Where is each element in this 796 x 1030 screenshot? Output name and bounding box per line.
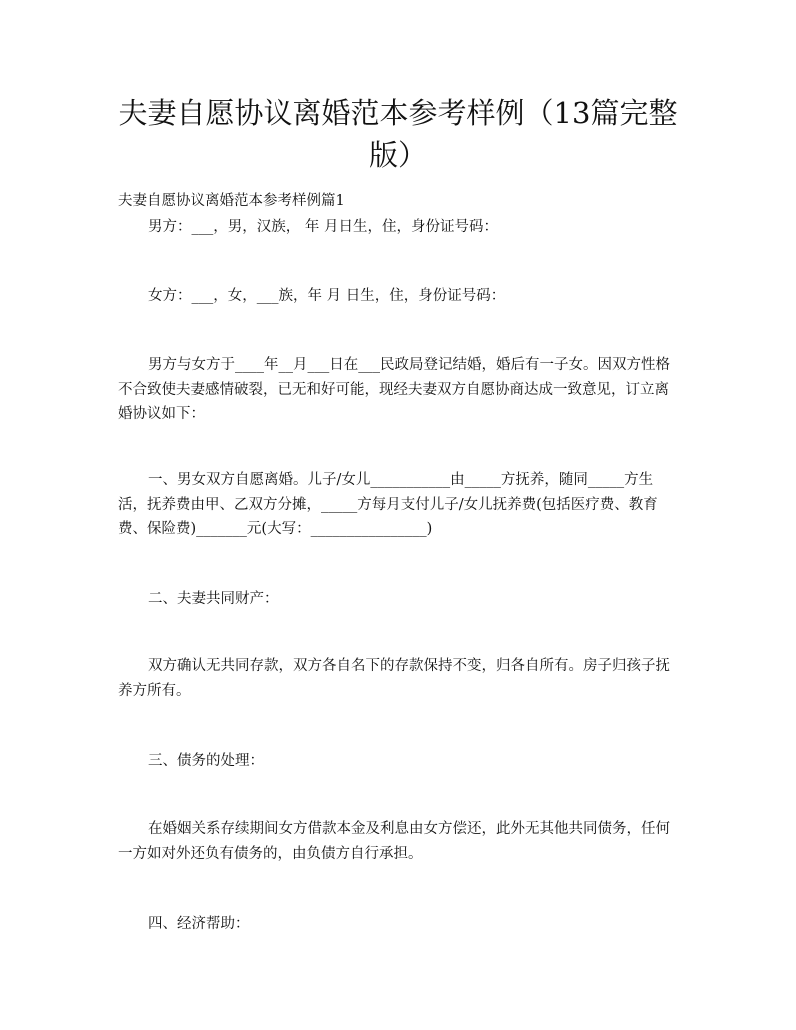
paragraph-male-party: 男方：___，男，汉族， 年 月日生，住，身份证号码：: [148, 219, 498, 235]
paragraph-marriage-registration: 男方与女方于____年__月___日在___民政局登记结婚，婚后有一子女。因双方性格不合致使夫妻感情破裂，已无和好可能，现经夫妻双方自愿协商达成一致意见，订立离婚协议如下：: [118, 357, 670, 422]
document-title: 夫妻自愿协议离婚范本参考样例（13篇完整版）: [118, 96, 678, 172]
paragraph-clause-1-custody: 一、男女双方自愿离婚。儿子/女儿___________由_____方抚养，随同_____方生活，抚养费由甲、乙双方分摊，_____方每月支付儿子/女儿抚养费(包括医疗费、教育费、保险费)_______元(大写：________________): [118, 472, 658, 537]
paragraph-debts: 在婚姻关系存续期间女方借款本金及利息由女方偿还，此外无其他共同债务，任何一方如对外还负有债务的，由负债方自行承担。: [118, 821, 670, 862]
section-heading: 夫妻自愿协议离婚范本参考样例篇1: [118, 193, 345, 209]
paragraph-clause-3-heading: 三、债务的处理：: [148, 753, 264, 769]
paragraph-joint-property: 双方确认无共同存款，双方各自名下的存款保持不变，归各自所有。房子归孩子抚养方所有。: [118, 658, 670, 699]
paragraph-female-party: 女方：___，女，___族，年 月 日生，住，身份证号码：: [148, 288, 506, 304]
paragraph-clause-2-heading: 二、夫妻共同财产：: [148, 591, 279, 607]
paragraph-clause-4-heading: 四、经济帮助：: [148, 916, 250, 932]
